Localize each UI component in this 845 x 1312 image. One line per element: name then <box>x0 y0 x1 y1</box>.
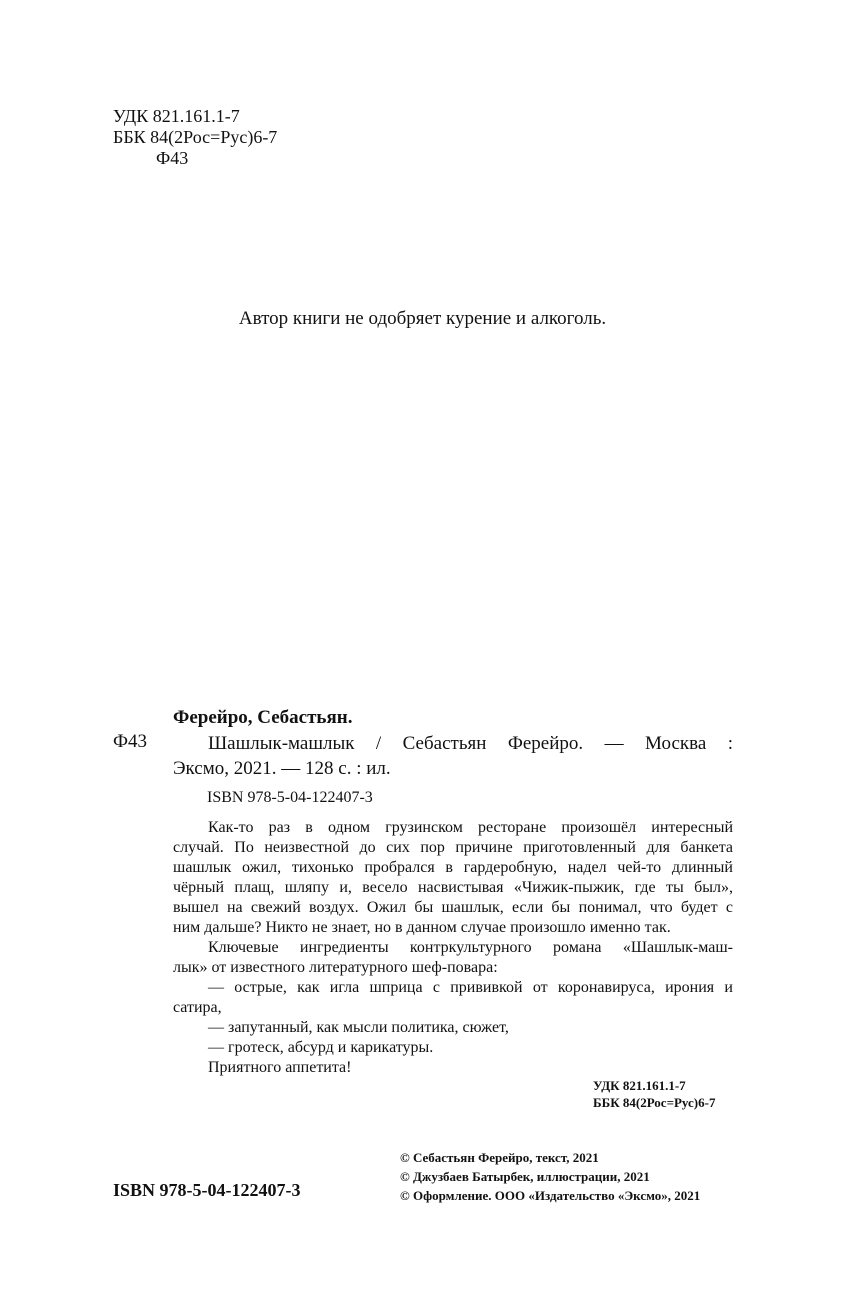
copyright-line: © Джузбаев Батырбек, иллюстрации, 2021 <box>400 1169 650 1184</box>
annotation-line: ним дальше? Никто не знает, но в данном случае произошло именно так. <box>173 919 671 936</box>
bbk-code: ББК 84(2Рос=Рус)6-7 <box>593 1095 716 1110</box>
biblio-line: Шашлык-машлык / Себастьян Ферейро. — Москва : <box>208 733 733 754</box>
copyright-block <box>400 1148 700 1205</box>
annotation-line: лык» от известного литературного шеф-повара: <box>173 959 498 976</box>
annotation-line: — запутанный, как мысли политика, сюжет, <box>208 1019 509 1036</box>
classification-codes-bottom <box>593 1077 715 1111</box>
copyright-line: © Себастьян Ферейро, текст, 2021 <box>400 1150 599 1165</box>
annotation-line: Как-то раз в одном грузинском ресторане произошёл интересный <box>208 819 733 836</box>
catalog-author-mark: Ф43 <box>113 731 148 752</box>
catalog-author: Ферейро, Себастьян. <box>173 707 353 728</box>
biblio-line: Эксмо, 2021. — 128 с. : ил. <box>173 758 391 779</box>
disclaimer: Автор книги не одобряет курение и алкоголь. <box>238 308 607 329</box>
udk-code: УДК 821.161.1-7 <box>593 1078 686 1093</box>
udk-code: УДК 821.161.1-7 <box>113 106 240 126</box>
catalog-isbn: ISBN 978-5-04-122407-3 <box>207 789 373 806</box>
classification-codes-top <box>113 106 277 169</box>
annotation-line: вышел на свежий воздух. Ожил бы шашлык, если бы понимал, что будет с <box>173 899 733 916</box>
annotation-line: чёрный плащ, шляпу и, весело насвистывая «Чижик-пыжик, где ты был», <box>173 879 733 896</box>
isbn-bottom: ISBN 978-5-04-122407-3 <box>113 1180 301 1200</box>
bbk-code: ББК 84(2Рос=Рус)6-7 <box>113 127 278 147</box>
copyright-line: © Оформление. ООО «Издательство «Эксмо», 2021 <box>400 1188 701 1203</box>
annotation-line: Ключевые ингредиенты контркультурного романа «Шашлык-маш- <box>208 939 733 956</box>
annotation-line: случай. По неизвестной до сих пор причине приготовленный для банкета <box>173 839 733 856</box>
author-mark: Ф43 <box>156 148 189 168</box>
annotation-line: сатира, <box>173 999 222 1016</box>
annotation-line: — острые, как игла шприца с прививкой от коронавируса, ирония и <box>208 979 733 996</box>
annotation <box>173 818 733 1078</box>
annotation-line: Приятного аппетита! <box>208 1059 352 1076</box>
annotation-line: — гротеск, абсурд и карикатуры. <box>208 1039 434 1056</box>
bibliographic-description <box>173 731 733 781</box>
annotation-line: шашлык ожил, тихонько пробрался в гардеробную, надел чей-то длинный <box>173 859 733 876</box>
